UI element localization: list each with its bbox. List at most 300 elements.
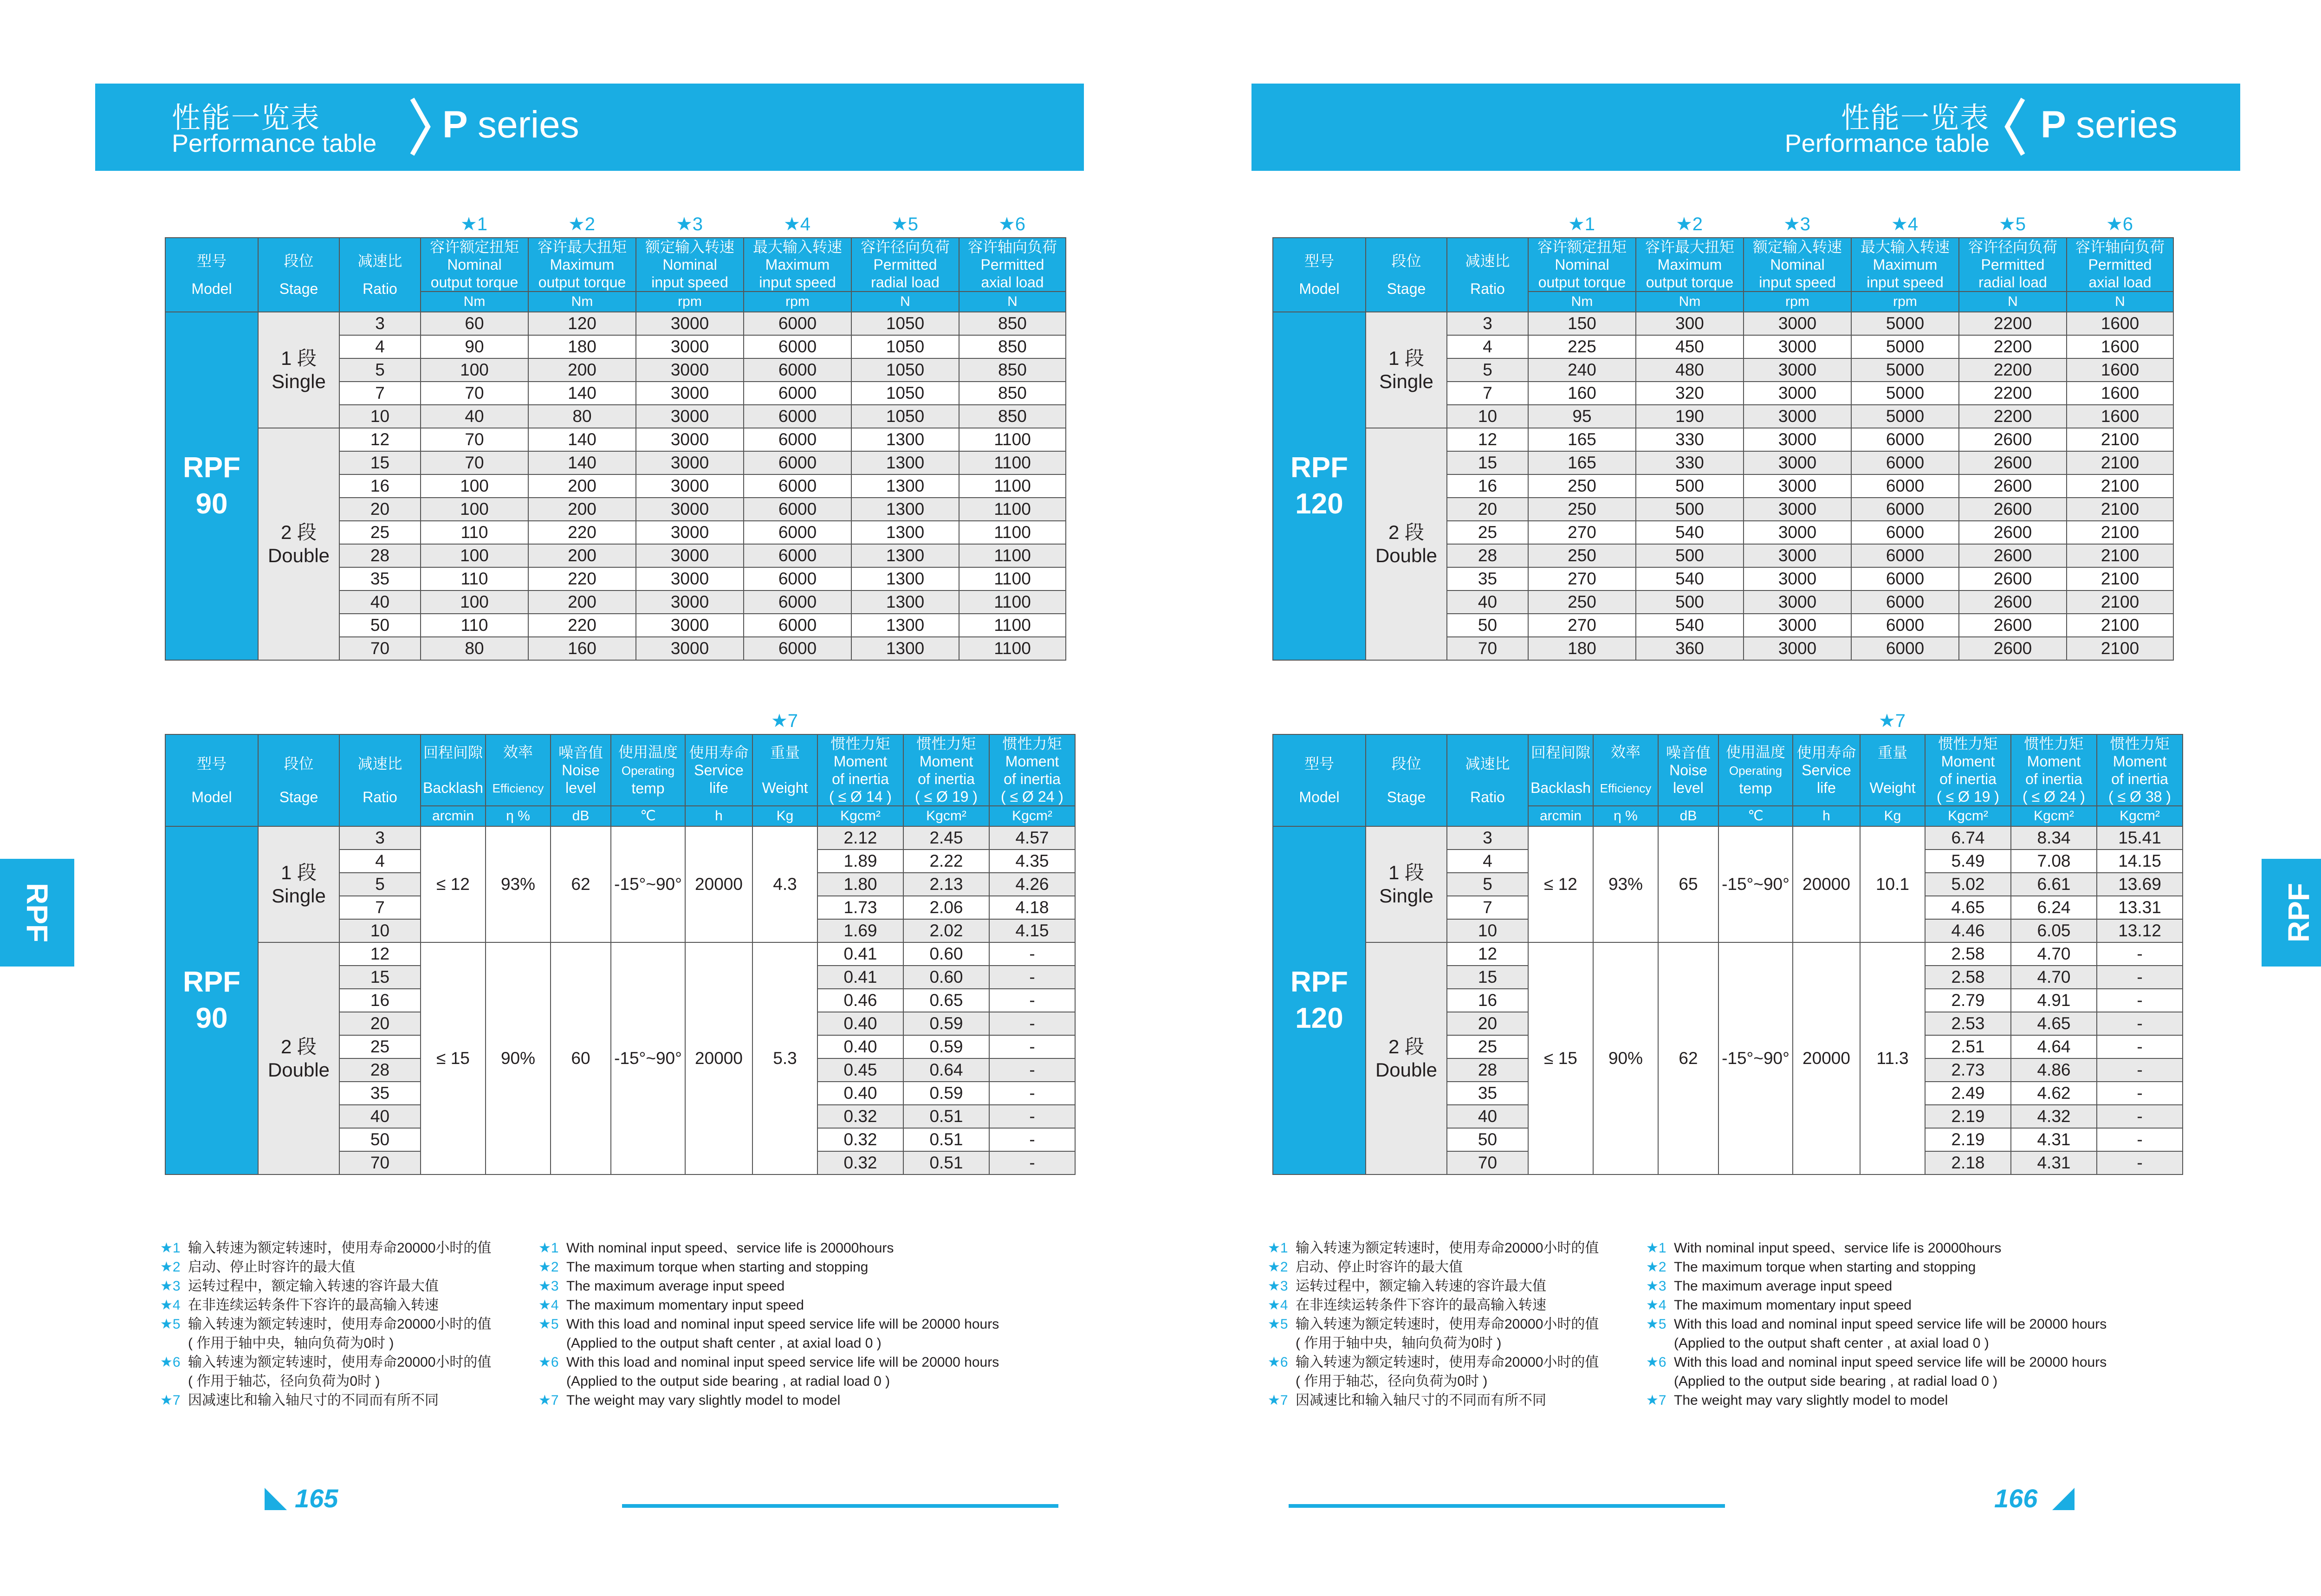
- header-col-stage: [1366, 238, 1447, 312]
- header-title-en: Performance table: [172, 130, 377, 157]
- value-cell: 6000: [1851, 428, 1959, 451]
- footnote: [1646, 1391, 2107, 1410]
- value-cell: 3000: [1744, 358, 1851, 382]
- inertia-cell: -: [989, 1058, 1075, 1082]
- footnote-text: The weight may vary slightly model to model: [566, 1393, 841, 1408]
- ratio-cell: 16: [339, 474, 421, 498]
- col-zh: 最大输入转速: [1860, 239, 1950, 255]
- performance-table-1: [1272, 211, 2173, 661]
- stage-cell: [258, 428, 339, 660]
- inertia-cell: 4.31: [2011, 1151, 2097, 1174]
- value-cell: 6000: [744, 358, 851, 382]
- inertia-cell: 4.65: [2011, 1012, 2097, 1035]
- footnote: [1646, 1296, 2107, 1315]
- star-marker: ★7: [1878, 711, 1906, 731]
- star-marker: [1446, 708, 1528, 734]
- star-marker: ★2: [568, 214, 596, 234]
- stage-cell: [258, 312, 339, 428]
- header-col-stage: [258, 734, 339, 826]
- col-zh: 最大输入转速: [752, 239, 842, 255]
- series-letter: P: [442, 104, 467, 146]
- footnote: [1268, 1334, 1599, 1353]
- model-name: RPF: [1290, 966, 1348, 998]
- backlash-en: Backlash: [423, 779, 483, 796]
- table-row: [165, 942, 1075, 966]
- header-col-4: [851, 238, 959, 292]
- inertia-dia: ( ≤ Ø 19 ): [1937, 788, 1999, 805]
- value-cell: 220: [528, 614, 636, 637]
- common-spec-cell: 4.3: [752, 826, 817, 942]
- footnote-text: The maximum average input speed: [566, 1278, 785, 1294]
- col-ratio-zh: 减速比: [357, 755, 402, 772]
- inertia-en1: Moment: [919, 753, 973, 770]
- stage-cell: [258, 942, 339, 1174]
- col-zh: 额定输入转速: [645, 239, 734, 255]
- footnote: [1268, 1315, 1599, 1334]
- col-stage-zh: 段位: [284, 755, 314, 772]
- ratio-cell: 10: [1447, 405, 1528, 428]
- value-cell: 500: [1636, 498, 1744, 521]
- noise-en1: Noise: [1669, 762, 1707, 779]
- header-col-3: [1851, 238, 1959, 292]
- performance-table-2: [1272, 708, 2173, 1175]
- inertia-cell: 0.40: [817, 1012, 903, 1035]
- value-cell: 2100: [2067, 498, 2173, 521]
- footnote: [1646, 1372, 2107, 1391]
- inertia-cell: 4.26: [989, 873, 1075, 896]
- life-zh: 使用寿命: [689, 744, 749, 761]
- ratio-cell: 40: [1447, 590, 1528, 614]
- footnote-text: 运转过程中，额定输入转速的容许最大值: [1296, 1278, 1546, 1294]
- col-zh: 额定输入转速: [1752, 239, 1842, 255]
- inertia-zh: 惯性力矩: [1002, 735, 1062, 752]
- inertia-cell: -: [989, 1082, 1075, 1105]
- stage-en: Single: [272, 370, 326, 392]
- value-cell: 5000: [1851, 312, 1959, 335]
- value-cell: 1050: [851, 335, 959, 358]
- col-en1: Permitted: [1981, 256, 2045, 273]
- star-marker: ★7: [771, 711, 798, 731]
- value-cell: 6000: [1851, 544, 1959, 567]
- ratio-cell: 40: [339, 1105, 421, 1128]
- inertia-cell: 1.73: [817, 896, 903, 919]
- value-cell: 1100: [959, 637, 1066, 660]
- ratio-cell: 10: [1447, 919, 1528, 942]
- col-en2: radial load: [1978, 274, 2047, 291]
- inertia-cell: 0.41: [817, 942, 903, 966]
- inertia-cell: 2.53: [1925, 1012, 2011, 1035]
- footnote-text: With this load and nominal input speed service life will be 20000 hours: [566, 1355, 999, 1370]
- side-tab-label: RPF: [2282, 883, 2315, 942]
- value-cell: 1100: [959, 544, 1066, 567]
- value-cell: 250: [1528, 474, 1636, 498]
- inertia-cell: 6.61: [2011, 873, 2097, 896]
- inertia-cell: 14.15: [2097, 850, 2183, 873]
- footnotes-en: [538, 1239, 999, 1410]
- ratio-cell: 70: [1447, 1151, 1528, 1174]
- header-temp: [611, 734, 685, 806]
- inertia-cell: -: [2097, 966, 2183, 989]
- header-col-ratio: [339, 238, 421, 312]
- value-cell: 80: [528, 405, 636, 428]
- footnote-star: ★1: [160, 1240, 181, 1256]
- footnote-text: 输入转速为额定转速时，使用寿命20000小时的值: [188, 1355, 492, 1370]
- star-marker: [1365, 708, 1446, 734]
- value-cell: 110: [421, 567, 528, 590]
- ratio-cell: 20: [1447, 498, 1528, 521]
- inertia-cell: 4.32: [2011, 1105, 2097, 1128]
- inertia-cell: 0.60: [903, 942, 989, 966]
- inertia-cell: -: [989, 1012, 1075, 1035]
- stage-cell: [258, 826, 339, 942]
- header-inertia: [2011, 734, 2097, 806]
- col-en2: output torque: [1646, 274, 1734, 291]
- header-temp: [1718, 734, 1793, 806]
- temp-en1: Operating: [621, 764, 675, 778]
- header-inertia: [2097, 734, 2183, 806]
- inertia-cell: 2.58: [1925, 942, 2011, 966]
- value-cell: 1300: [851, 498, 959, 521]
- col-en1: Maximum: [765, 256, 830, 273]
- value-cell: 2600: [1959, 428, 2067, 451]
- common-spec-cell: ≤ 12: [421, 826, 486, 942]
- value-cell: 200: [528, 544, 636, 567]
- value-cell: 2600: [1959, 544, 2067, 567]
- header-col-0: [421, 238, 528, 292]
- value-cell: 70: [421, 428, 528, 451]
- inertia-cell: 0.59: [903, 1035, 989, 1058]
- star-marker: ★1: [460, 214, 488, 234]
- ratio-cell: 25: [1447, 521, 1528, 544]
- footnote-star: ★2: [1268, 1259, 1288, 1275]
- footnote: [538, 1315, 999, 1334]
- value-cell: 540: [1636, 521, 1744, 544]
- table-row: [1273, 428, 2173, 451]
- inertia-cell: 0.51: [903, 1151, 989, 1174]
- footnote-star: ★4: [160, 1298, 181, 1313]
- value-cell: 1050: [851, 382, 959, 405]
- common-spec-cell: ≤ 15: [421, 942, 486, 1174]
- footnotes-zh: [1268, 1239, 1599, 1410]
- header-noise: [551, 734, 611, 806]
- ratio-cell: 70: [339, 637, 421, 660]
- value-cell: 165: [1528, 428, 1636, 451]
- unit-cell: h: [685, 806, 752, 826]
- footnote-text: 在非连续运转条件下容许的最高输入转速: [188, 1298, 439, 1313]
- footnote: [1646, 1258, 2107, 1277]
- footnote-text: 因减速比和输入轴尺寸的不同而有所不同: [1296, 1393, 1546, 1408]
- footnote-text: With nominal input speed、service life is 20000hours: [566, 1240, 894, 1256]
- footnote-star: ★5: [1646, 1317, 1666, 1332]
- ratio-cell: 35: [339, 1082, 421, 1105]
- star-marker: [1593, 708, 1658, 734]
- stage-zh: 2 段: [1388, 521, 1425, 543]
- inertia-cell: 2.12: [817, 826, 903, 850]
- value-cell: 3000: [1744, 567, 1851, 590]
- unit-cell: N: [1959, 292, 2067, 312]
- value-cell: 2600: [1959, 637, 2067, 660]
- footnote: [538, 1372, 999, 1391]
- inertia-cell: 6.74: [1925, 826, 2011, 850]
- series-title: [2041, 103, 2178, 147]
- ratio-cell: 7: [1447, 896, 1528, 919]
- stage-cell: [1366, 942, 1447, 1174]
- table-row: [1273, 942, 2183, 966]
- col-model-en: Model: [1299, 280, 1340, 297]
- value-cell: 2200: [1959, 312, 2067, 335]
- unit-cell: Kgcm²: [2097, 806, 2183, 826]
- chevron-icon: [408, 97, 432, 157]
- table-row: [1273, 826, 2183, 850]
- value-cell: 140: [528, 428, 636, 451]
- footnote: [538, 1391, 999, 1410]
- footnote: [1646, 1277, 2107, 1296]
- value-cell: 1100: [959, 498, 1066, 521]
- inertia-dia: ( ≤ Ø 14 ): [829, 788, 892, 805]
- table-row: [165, 826, 1075, 850]
- value-cell: 3000: [1744, 382, 1851, 405]
- col-en1: Permitted: [2088, 256, 2152, 273]
- common-spec-cell: -15°~90°: [1718, 942, 1793, 1174]
- value-cell: 320: [1636, 382, 1744, 405]
- inertia-cell: -: [2097, 1058, 2183, 1082]
- model-name: RPF: [183, 452, 240, 484]
- footnote-star: ★1: [1646, 1240, 1666, 1256]
- star-marker: [2010, 708, 2096, 734]
- value-cell: 6000: [744, 312, 851, 335]
- value-cell: 2100: [2067, 590, 2173, 614]
- inertia-en1: Moment: [2027, 753, 2081, 770]
- value-cell: 2600: [1959, 590, 2067, 614]
- model-cell: [1273, 312, 1366, 660]
- footnote: [1268, 1296, 1599, 1315]
- col-stage-en: Stage: [1387, 789, 1426, 805]
- value-cell: 2600: [1959, 614, 2067, 637]
- col-en2: input speed: [759, 274, 836, 291]
- footnote-star: ★1: [538, 1240, 559, 1256]
- header-backlash: [1528, 734, 1593, 806]
- value-cell: 5000: [1851, 335, 1959, 358]
- value-cell: 6000: [744, 474, 851, 498]
- footnote-star: ★3: [1268, 1278, 1288, 1294]
- side-tab: [2262, 859, 2321, 967]
- value-cell: 3000: [1744, 474, 1851, 498]
- series-word: series: [478, 104, 579, 146]
- series-title: [442, 103, 579, 147]
- stage-en: Single: [272, 885, 326, 907]
- inertia-zh: 惯性力矩: [1938, 735, 1998, 752]
- unit-cell: Kgcm²: [989, 806, 1075, 826]
- table-row: [165, 312, 1066, 335]
- inertia-en1: Moment: [2113, 753, 2167, 770]
- value-cell: 3000: [1744, 335, 1851, 358]
- ratio-cell: 15: [1447, 966, 1528, 989]
- footnote-text: The maximum momentary input speed: [566, 1298, 804, 1313]
- value-cell: 6000: [1851, 451, 1959, 474]
- value-cell: 500: [1636, 544, 1744, 567]
- value-cell: 5000: [1851, 382, 1959, 405]
- footnote: [1646, 1239, 2107, 1258]
- inertia-cell: 2.19: [1925, 1128, 2011, 1151]
- footnote-text: 输入转速为额定转速时，使用寿命20000小时的值: [1296, 1240, 1599, 1256]
- ratio-cell: 20: [339, 498, 421, 521]
- torque-speed-table: [1272, 237, 2174, 661]
- ratio-cell: 4: [1447, 850, 1528, 873]
- footnote-text: With this load and nominal input speed service life will be 20000 hours: [1674, 1317, 2107, 1332]
- ratio-cell: 3: [1447, 826, 1528, 850]
- footnote: [538, 1353, 999, 1372]
- value-cell: 2600: [1959, 521, 2067, 544]
- header-col-5: [2067, 238, 2173, 292]
- inertia-en1: Moment: [1941, 753, 1995, 770]
- footnote-star: ★5: [1268, 1317, 1288, 1332]
- value-cell: 3000: [636, 358, 744, 382]
- header-col-1: [528, 238, 636, 292]
- header-col-stage: [1366, 734, 1447, 826]
- inertia-en1: Moment: [833, 753, 888, 770]
- value-cell: 3000: [1744, 405, 1851, 428]
- star-marker: ★5: [1998, 214, 2026, 234]
- value-cell: 270: [1528, 567, 1636, 590]
- inertia-cell: 4.46: [1925, 919, 2011, 942]
- footnote: [1268, 1372, 1599, 1391]
- inertia-cell: 0.40: [817, 1082, 903, 1105]
- common-spec-cell: 11.3: [1860, 942, 1925, 1174]
- common-spec-cell: 20000: [1793, 826, 1860, 942]
- ratio-cell: 40: [339, 590, 421, 614]
- value-cell: 3000: [636, 451, 744, 474]
- common-spec-cell: 93%: [486, 826, 551, 942]
- value-cell: 100: [421, 474, 528, 498]
- value-cell: 3000: [1744, 312, 1851, 335]
- col-zh: 容许径向负荷: [1968, 239, 2057, 255]
- inertia-zh: 惯性力矩: [916, 735, 976, 752]
- value-cell: 270: [1528, 521, 1636, 544]
- value-cell: 3000: [1744, 544, 1851, 567]
- value-cell: 2200: [1959, 405, 2067, 428]
- footnote-text: The weight may vary slightly model to model: [1674, 1393, 1948, 1408]
- inertia-cell: -: [2097, 989, 2183, 1012]
- col-en1: Nominal: [1770, 256, 1825, 273]
- value-cell: 1300: [851, 451, 959, 474]
- value-cell: 3000: [636, 544, 744, 567]
- value-cell: 2100: [2067, 614, 2173, 637]
- header-band: [1251, 84, 2240, 171]
- footnote-text: With nominal input speed、service life is 20000hours: [1674, 1240, 2002, 1256]
- star-marker: ★4: [1891, 214, 1919, 234]
- value-cell: 120: [528, 312, 636, 335]
- model-size: 90: [195, 488, 228, 520]
- value-cell: 6000: [744, 428, 851, 451]
- footnote: [538, 1334, 999, 1353]
- footnote: [1268, 1353, 1599, 1372]
- value-cell: 200: [528, 498, 636, 521]
- value-cell: 1300: [851, 637, 959, 660]
- inertia-cell: -: [2097, 1151, 2183, 1174]
- col-en2: output torque: [430, 274, 519, 291]
- eff-en: Efficiency: [492, 781, 544, 795]
- value-cell: 140: [528, 451, 636, 474]
- value-cell: 6000: [744, 521, 851, 544]
- value-cell: 1600: [2067, 335, 2173, 358]
- value-cell: 225: [1528, 335, 1636, 358]
- value-cell: 70: [421, 451, 528, 474]
- common-spec-cell: 62: [551, 826, 611, 942]
- temp-zh: 使用温度: [618, 744, 678, 760]
- star-marker: [2096, 708, 2182, 734]
- inertia-cell: 5.02: [1925, 873, 2011, 896]
- ratio-cell: 4: [339, 335, 421, 358]
- star-marker: [1272, 708, 1365, 734]
- inertia-cell: 2.49: [1925, 1082, 2011, 1105]
- unit-cell: rpm: [744, 292, 851, 312]
- ratio-cell: 70: [1447, 637, 1528, 660]
- ratio-cell: 15: [1447, 451, 1528, 474]
- star-marker: [989, 708, 1075, 734]
- inertia-cell: 0.45: [817, 1058, 903, 1082]
- series-word: series: [2076, 104, 2178, 146]
- inertia-cell: -: [2097, 1105, 2183, 1128]
- value-cell: 1050: [851, 358, 959, 382]
- noise-en1: Noise: [562, 762, 600, 779]
- inertia-cell: 13.12: [2097, 919, 2183, 942]
- star-marker: [1718, 708, 1792, 734]
- inertia-cell: 0.46: [817, 989, 903, 1012]
- stage-cell: [1366, 428, 1447, 660]
- col-zh: 容许径向负荷: [860, 239, 950, 255]
- inertia-cell: 1.69: [817, 919, 903, 942]
- inertia-cell: -: [2097, 1035, 2183, 1058]
- footnote-star: ★7: [160, 1393, 181, 1408]
- value-cell: 1600: [2067, 382, 2173, 405]
- col-en2: radial load: [871, 274, 940, 291]
- ratio-cell: 20: [1447, 1012, 1528, 1035]
- value-cell: 250: [1528, 544, 1636, 567]
- star-marker: ★6: [2106, 214, 2133, 234]
- header-col-ratio: [1447, 734, 1528, 826]
- value-cell: 3000: [636, 637, 744, 660]
- ratio-cell: 5: [339, 873, 421, 896]
- unit-cell: Nm: [1528, 292, 1636, 312]
- footnote-star: ★3: [160, 1278, 181, 1294]
- header-col-0: [1528, 238, 1636, 292]
- footnote-text: 启动、停止时容许的最大值: [188, 1259, 355, 1275]
- inertia-dia: ( ≤ Ø 24 ): [1001, 788, 1063, 805]
- value-cell: 165: [1528, 451, 1636, 474]
- value-cell: 6000: [1851, 567, 1959, 590]
- col-model-en: Model: [191, 789, 232, 805]
- common-spec-cell: 62: [1658, 942, 1718, 1174]
- inertia-cell: 4.64: [2011, 1035, 2097, 1058]
- header-life: [1793, 734, 1860, 806]
- footnote-text: 输入转速为额定转速时，使用寿命20000小时的值: [188, 1317, 492, 1332]
- footnote-text: The maximum torque when starting and stopping: [1674, 1259, 1976, 1275]
- ratio-cell: 7: [1447, 382, 1528, 405]
- ratio-cell: 70: [339, 1151, 421, 1174]
- ratio-cell: 50: [1447, 614, 1528, 637]
- inertia-en1: Moment: [1005, 753, 1059, 770]
- col-en2: input speed: [1759, 274, 1836, 291]
- model-size: 120: [1295, 1002, 1343, 1034]
- inertia-cell: 4.15: [989, 919, 1075, 942]
- header-weight: [1860, 734, 1925, 806]
- inertia-cell: 0.60: [903, 966, 989, 989]
- inertia-cell: -: [2097, 1128, 2183, 1151]
- footnote: [1268, 1258, 1599, 1277]
- star-marker: [258, 211, 339, 237]
- inertia-cell: 4.35: [989, 850, 1075, 873]
- inertia-cell: 2.58: [1925, 966, 2011, 989]
